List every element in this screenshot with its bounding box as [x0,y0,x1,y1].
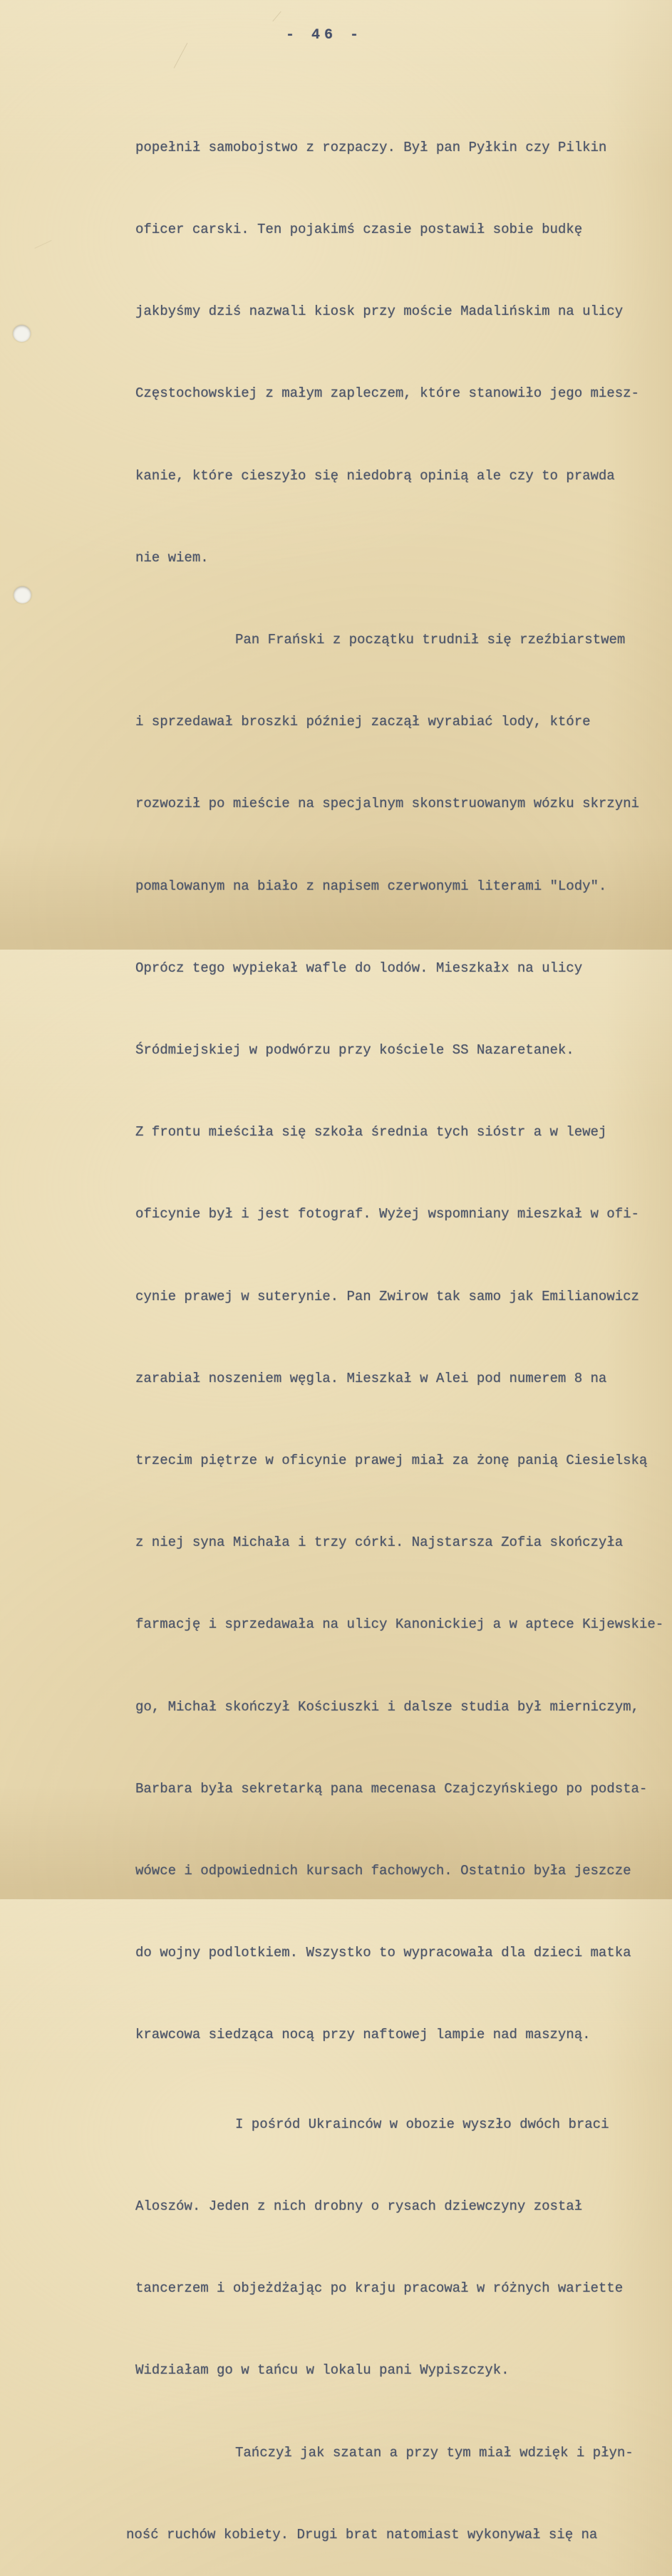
text-line: zarabiał noszeniem węgla. Mieszkał w Alei pod numerem 8 na [135,1370,607,1386]
text-line: nie wiem. [135,549,209,566]
text-line: Częstochowskiej z małym zapleczem, które stanowiło jego miesz- [135,385,639,402]
text-line: krawcowa siedząca nocą przy naftowej lampie nad maszyną. [135,2027,591,2043]
text-line: do wojny podlotkiem. Wszystko to wypracowała dla dzieci matka [135,1945,631,1961]
paper-crease [174,43,188,68]
text-line: Śródmiejskiej w podwórzu przy kościele SS Nazaretanek. [135,1042,574,1059]
text-line: kanie, które cieszyło się niedobrą opinią ale czy to prawda [135,467,615,484]
paper-crease [272,11,281,21]
paper-crease [35,240,52,249]
document-body [126,79,670,2576]
text-line: farmację i sprzedawała na ulicy Kanonickiej a w aptece Kijewskie- [135,1616,664,1633]
text-line: I pośród Ukrainców w obozie wyszło dwóch braci [235,2116,609,2132]
text-line: jakbyśmy dziś nazwali kiosk przy moście Madalińskim na ulicy [135,303,624,320]
text-line: pomalowanym na biało z napisem czerwonymi literami "Lody". [135,878,607,894]
text-line: go, Michał skończył Kościuszki i dalsze studia był mierniczym, [135,1698,639,1715]
text-line: oficynie był i jest fotograf. Wyżej wspomniany mieszkał w ofi- [135,1206,639,1222]
page-number: - 46 - [285,27,363,43]
text-line: Aloszów. Jeden z nich drobny o rysach dziewczyny został [135,2198,583,2214]
text-line: cynie prawej w suterynie. Pan Zwirow tak samo jak Emilianowicz [135,1288,639,1304]
text-line: Tańczył jak szatan a przy tym miał wdzięk i płyn- [235,2444,634,2461]
text-line: Widziałam go w tańcu w lokalu pani Wypiszczyk. [135,2362,510,2379]
text-line: Pan Frański z początku trudnił się rzeźbiarstwem [235,632,626,648]
text-line: oficer carski. Ten pojakimś czasie postawił sobie budkę [135,222,583,238]
hole-punch [14,586,31,603]
text-line: popełnił samobojstwo z rozpaczy. Był pan Pyłkin czy Pilkin [135,139,607,155]
text-line: z niej syna Michała i trzy córki. Najstarsza Zofia skończyła [135,1534,624,1551]
text-line: ność ruchów kobiety. Drugi brat natomiast wykonywał się na [126,2526,598,2543]
text-line: wówce i odpowiednich kursach fachowych. Ostatnio była jeszcze [135,1863,631,1879]
text-line: i sprzedawał broszki później zaczął wyrabiać lody, które [135,714,591,730]
hole-punch [13,325,31,342]
text-line: rozwoził po mieście na specjalnym skonstruowanym wózku skrzyni [135,796,639,812]
text-line: Oprócz tego wypiekał wafle do lodów. Mieszkałx na ulicy [135,960,583,976]
text-line: tancerzem i objeżdżając po kraju pracował w różnych wariette [135,2280,624,2297]
text-line: trzecim piętrze w oficynie prawej miał za żonę panią Ciesielską [135,1453,648,1469]
text-line: Z frontu mieściła się szkoła średnia tych sióstr a w lewej [135,1124,607,1141]
text-line: Barbara była sekretarką pana mecenasa Czajczyńskiego po podsta- [135,1780,648,1797]
